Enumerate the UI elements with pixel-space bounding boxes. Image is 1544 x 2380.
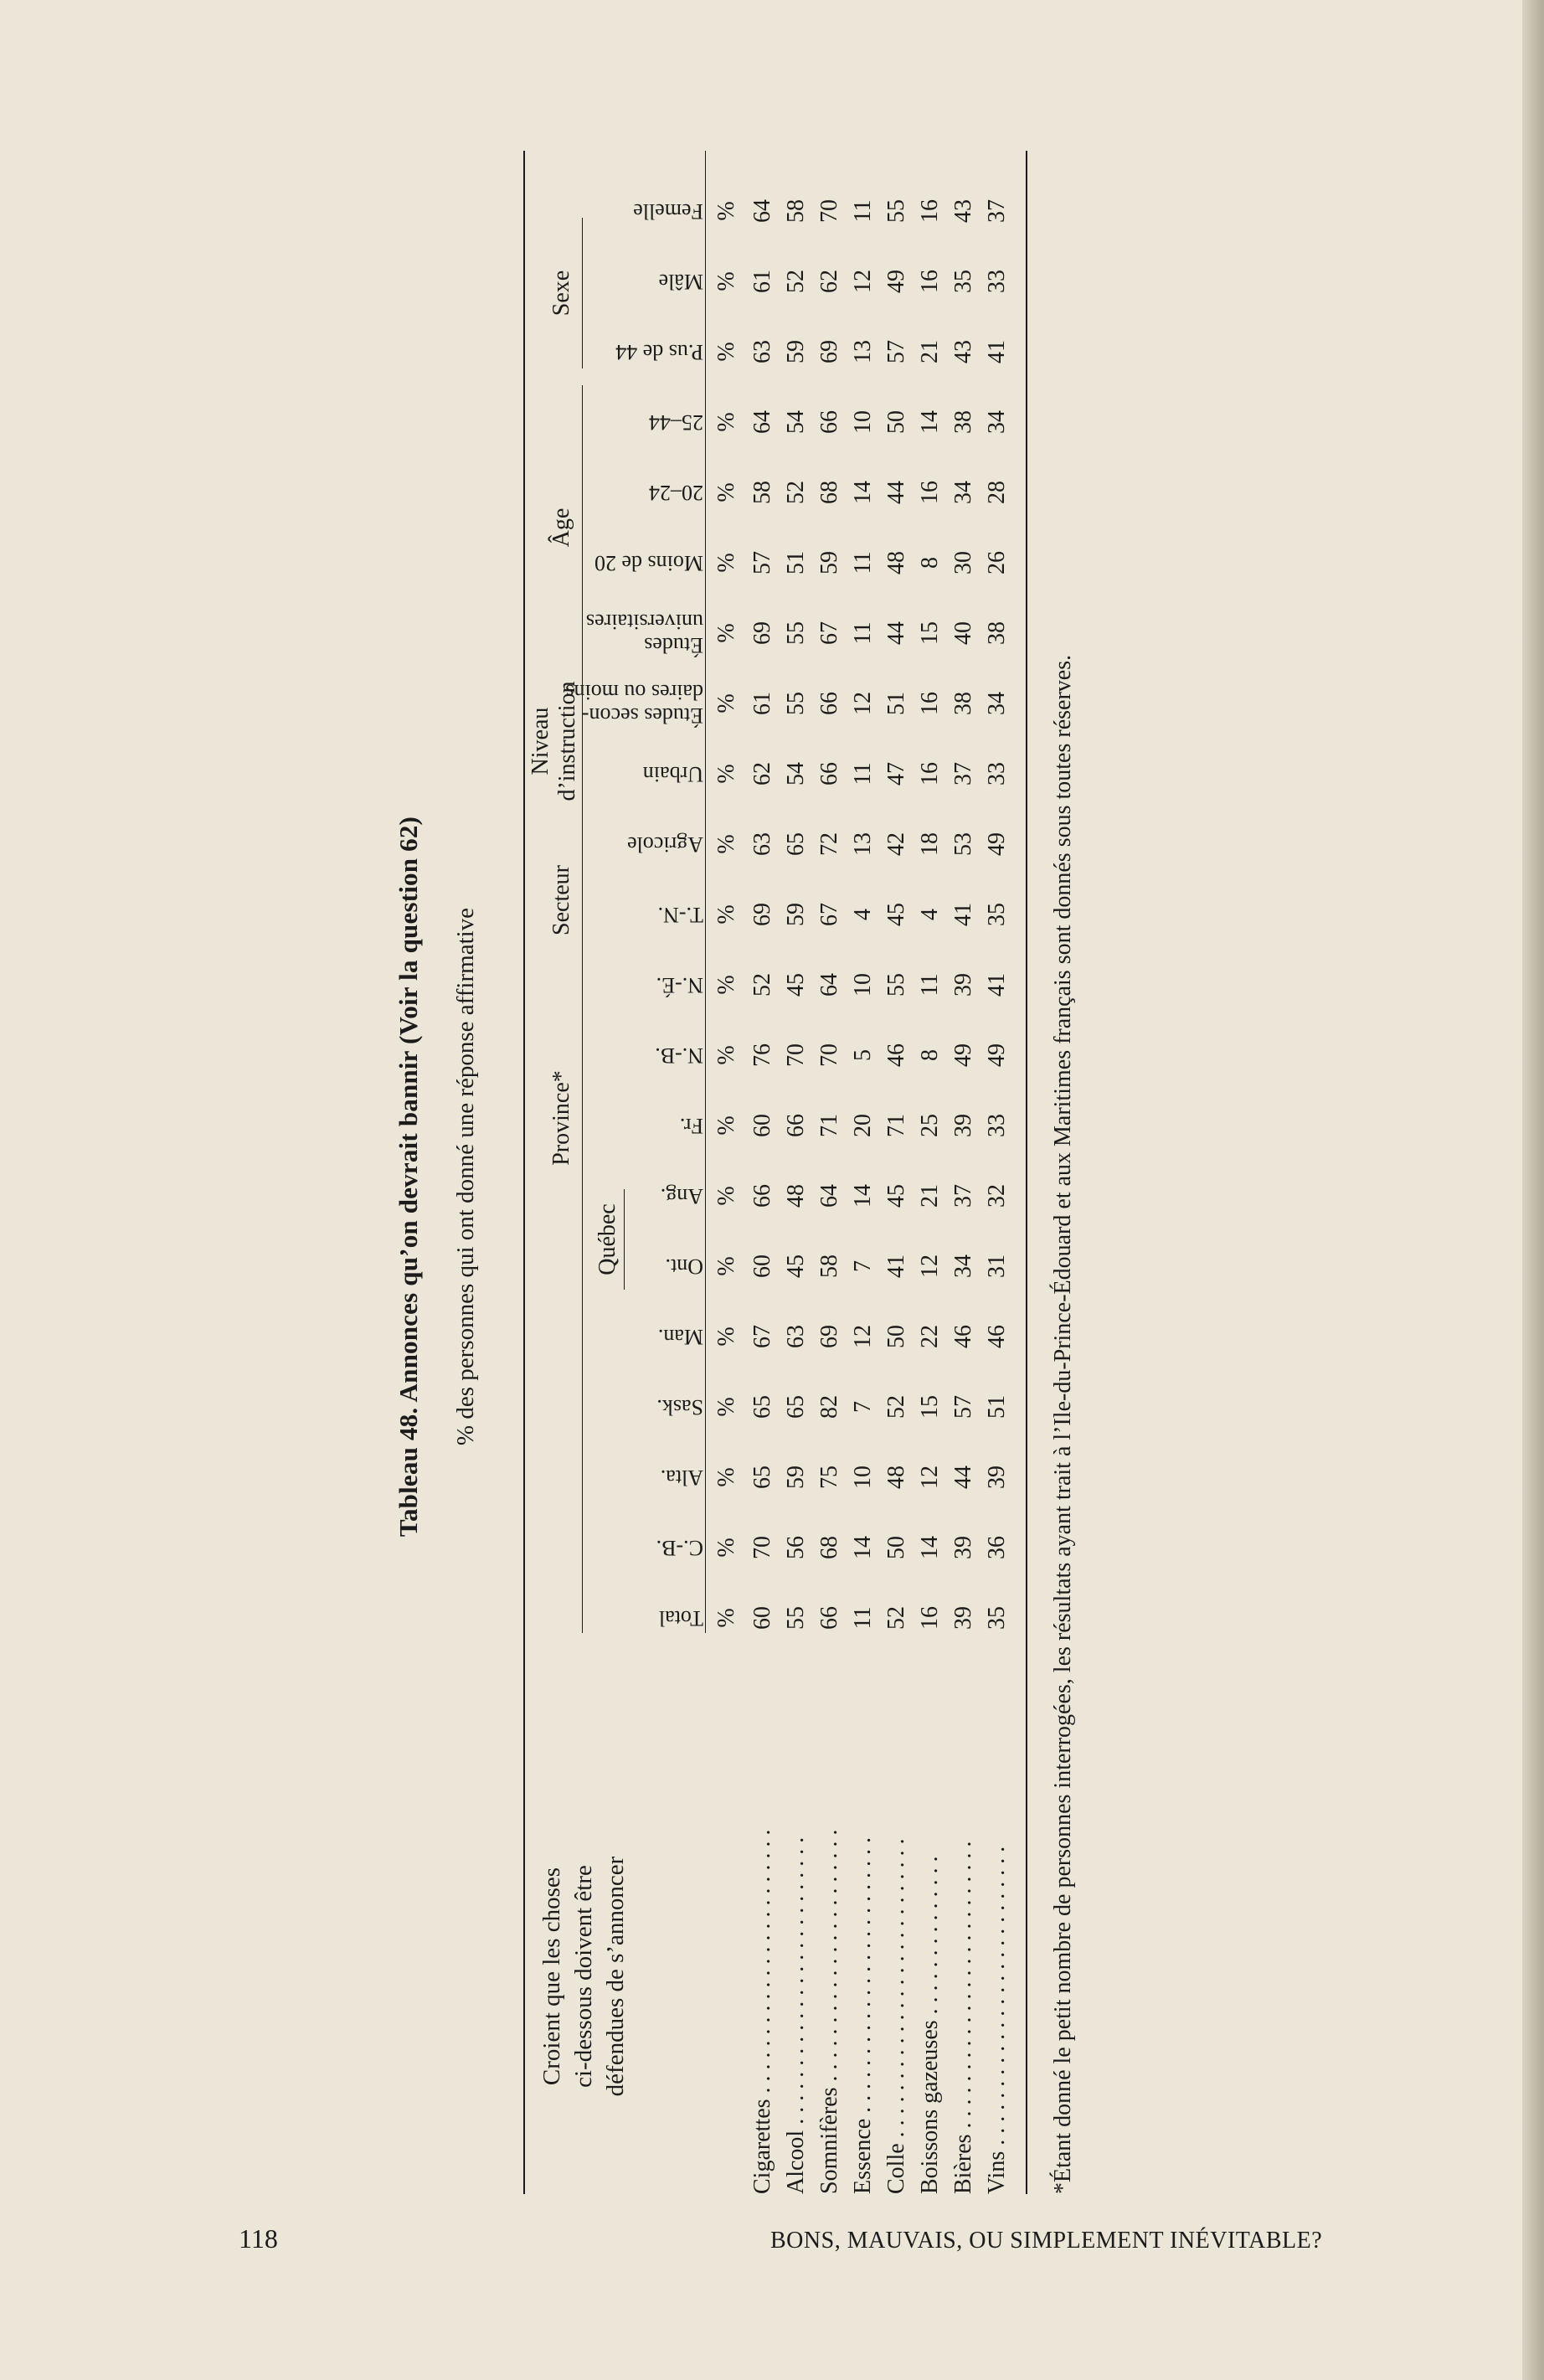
table-cell: 64 — [749, 199, 775, 223]
table-cell: 49 — [883, 270, 909, 293]
table-cell: 43 — [950, 340, 976, 363]
table-title: Tableau 48. Annonces qu’on devrait bannir (Voir la question 62) — [394, 816, 423, 1538]
table-cell: 12 — [850, 692, 876, 715]
percent-sign: % — [713, 975, 739, 995]
page-number: 118 — [239, 2223, 278, 2254]
group-header-niveau-line-2: d’instruction — [554, 681, 580, 801]
table-cell: 16 — [917, 270, 943, 293]
column-header — [544, 1383, 703, 1430]
table-cell: 10 — [850, 410, 876, 434]
table-cell: 41 — [984, 340, 1010, 363]
table-cell: 65 — [749, 1466, 775, 1489]
column-header-label: Moins de 20 — [594, 551, 703, 575]
column-header — [544, 1032, 703, 1079]
table-cell: 36 — [984, 1536, 1010, 1559]
percent-sign: % — [713, 412, 739, 432]
row-label: Alcool . . . . . . . . . . . . . . . . . . . . . . . . . — [783, 1837, 809, 2194]
column-header-label: Agricole — [627, 832, 703, 857]
table-cell: 55 — [783, 621, 809, 645]
table-cell: 49 — [950, 1043, 976, 1067]
row-label: Somnifères . . . . . . . . . . . . . . . . . . . . . . — [816, 1829, 842, 2194]
group-header-sexe: Sexe — [548, 270, 574, 317]
table-cell: 61 — [749, 270, 775, 293]
table-cell: 65 — [783, 1395, 809, 1419]
table-cell: 41 — [950, 903, 976, 926]
table-cell: 15 — [917, 621, 943, 645]
column-header-label: T.-N. — [657, 903, 703, 927]
table-cell: 52 — [883, 1606, 909, 1630]
table-cell: 39 — [984, 1466, 1010, 1489]
table-cell: 33 — [984, 1114, 1010, 1137]
column-header — [544, 469, 703, 516]
table-cell: 54 — [783, 762, 809, 786]
table-cell: 60 — [749, 1114, 775, 1137]
percent-sign: % — [713, 1115, 739, 1136]
table-cell: 20 — [850, 1114, 876, 1137]
table-cell: 68 — [816, 1536, 842, 1559]
table-cell: 50 — [883, 1325, 909, 1348]
table-cell: 50 — [883, 1536, 909, 1559]
group-header-niveau-line-1: Niveau — [528, 707, 553, 775]
table-cell: 65 — [749, 1395, 775, 1419]
column-header — [544, 680, 703, 727]
table-cell: 52 — [883, 1395, 909, 1419]
percent-sign: % — [713, 1186, 739, 1206]
table-cell: 14 — [850, 1184, 876, 1208]
column-header-label: Total — [658, 1606, 703, 1630]
percent-sign: % — [713, 1467, 739, 1487]
percent-sign: % — [713, 271, 739, 291]
table-cell: 12 — [917, 1466, 943, 1489]
column-header — [544, 539, 703, 586]
table-cell: 16 — [917, 692, 943, 715]
table-cell: 66 — [816, 410, 842, 434]
column-header — [544, 1243, 703, 1290]
table-cell: 16 — [917, 762, 943, 786]
table-cell: 65 — [783, 832, 809, 856]
table-cell: 60 — [749, 1254, 775, 1278]
percent-sign: % — [713, 904, 739, 925]
table-cell: 52 — [783, 270, 809, 293]
table-cell: 34 — [984, 692, 1010, 715]
column-header — [544, 328, 703, 375]
table-cell: 16 — [917, 199, 943, 223]
table-cell: 18 — [917, 832, 943, 856]
table-cell: 55 — [783, 1606, 809, 1630]
table-cell: 45 — [883, 1184, 909, 1208]
table-cell: 16 — [917, 1606, 943, 1630]
table-top-rule — [523, 151, 525, 2194]
table-cell: 35 — [984, 903, 1010, 926]
percent-sign: % — [713, 693, 739, 713]
table-cell: 69 — [749, 621, 775, 645]
column-header — [544, 1594, 703, 1641]
table-cell: 55 — [883, 973, 909, 997]
column-header — [544, 961, 703, 1008]
column-header-label: Fr. — [679, 1114, 703, 1138]
table-cell: 28 — [984, 481, 1010, 504]
percent-sign: % — [713, 553, 739, 573]
column-header — [544, 1172, 703, 1219]
table-cell: 35 — [984, 1606, 1010, 1630]
table-cell: 58 — [816, 1254, 842, 1278]
table-cell: 62 — [749, 762, 775, 786]
table-cell: 58 — [783, 199, 809, 223]
table-cell: 11 — [850, 551, 876, 574]
column-header-label: Études universitaires — [585, 610, 703, 657]
table-cell: 57 — [749, 551, 775, 574]
table-cell: 70 — [816, 199, 842, 223]
percent-sign: % — [713, 623, 739, 643]
table-cell: 13 — [850, 832, 876, 856]
table-cell: 37 — [950, 1184, 976, 1208]
table-cell: 4 — [850, 909, 876, 920]
table-cell: 62 — [816, 270, 842, 293]
column-header-label: N.-B. — [655, 1043, 703, 1068]
percent-sign: % — [713, 1256, 739, 1276]
table-cell: 54 — [783, 410, 809, 434]
table-cell: 16 — [917, 481, 943, 504]
table-cell: 40 — [950, 621, 976, 645]
table-cell: 64 — [816, 1184, 842, 1208]
table-cell: 38 — [950, 692, 976, 715]
table-cell: 39 — [950, 1114, 976, 1137]
group-header-age: Âge — [548, 507, 574, 548]
table-cell: 71 — [883, 1114, 909, 1137]
row-label: Boissons gazeuses . . . . . . . . . . . . . . — [917, 1856, 943, 2194]
table-cell: 51 — [783, 551, 809, 574]
table-cell: 12 — [850, 1325, 876, 1348]
percent-sign: % — [713, 201, 739, 221]
table-cell: 34 — [950, 1254, 976, 1278]
table-cell: 46 — [883, 1043, 909, 1067]
table-cell: 37 — [984, 199, 1010, 223]
table-cell: 11 — [850, 1606, 876, 1630]
column-header-label: Sask. — [656, 1395, 703, 1419]
column-header-label: P.us de 44 — [615, 340, 703, 364]
table-cell: 7 — [850, 1260, 876, 1272]
table-cell: 46 — [984, 1325, 1010, 1348]
column-header — [544, 1313, 703, 1360]
column-header — [544, 188, 703, 234]
table-cell: 66 — [816, 762, 842, 786]
table-cell: 82 — [816, 1395, 842, 1419]
table-cell: 32 — [984, 1184, 1010, 1208]
table-cell: 69 — [816, 1325, 842, 1348]
table-cell: 35 — [950, 270, 976, 293]
table-cell: 45 — [783, 973, 809, 997]
table-cell: 59 — [783, 340, 809, 363]
table-cell: 38 — [950, 410, 976, 434]
table-cell: 4 — [917, 909, 943, 920]
table-cell: 49 — [984, 832, 1010, 856]
group-header-province: Province* — [548, 1070, 574, 1166]
table-cell: 26 — [984, 551, 1010, 574]
column-header-label: Études secon- daires ou moins — [565, 680, 703, 728]
table-cell: 21 — [917, 340, 943, 363]
table-cell: 45 — [783, 1254, 809, 1278]
percent-sign: % — [713, 1608, 739, 1628]
row-label: Cigarettes . . . . . . . . . . . . . . . . . . . . . . . — [749, 1829, 775, 2194]
table-cell: 48 — [783, 1184, 809, 1208]
table-bottom-rule — [1026, 151, 1027, 2194]
column-header-label: 20–24 — [649, 481, 703, 505]
table-cell: 14 — [917, 410, 943, 434]
table-cell: 7 — [850, 1401, 876, 1413]
table-cell: 51 — [883, 692, 909, 715]
table-cell: 76 — [749, 1043, 775, 1067]
table-cell: 21 — [917, 1184, 943, 1208]
table-cell: 66 — [783, 1114, 809, 1137]
column-header — [544, 610, 703, 657]
rotated-table-page — [75, 134, 1398, 2219]
column-header-label: Alta. — [660, 1466, 703, 1490]
table-cell: 56 — [783, 1536, 809, 1559]
column-header-label: 25–44 — [649, 410, 703, 435]
row-label: Bières . . . . . . . . . . . . . . . . . . . . . . . . . — [950, 1841, 976, 2194]
table-cell: 41 — [984, 973, 1010, 997]
table-cell: 52 — [749, 973, 775, 997]
percent-sign: % — [713, 1538, 739, 1558]
table-cell: 67 — [816, 903, 842, 926]
table-cell: 66 — [816, 1606, 842, 1630]
table-cell: 68 — [816, 481, 842, 504]
page-edge — [1522, 0, 1544, 2380]
column-header — [544, 399, 703, 446]
column-header — [544, 1102, 703, 1149]
table-cell: 12 — [850, 270, 876, 293]
table-cell: 47 — [883, 762, 909, 786]
table-cell: 67 — [816, 621, 842, 645]
table-cell: 22 — [917, 1325, 943, 1348]
table-cell: 55 — [883, 199, 909, 223]
column-header-label: Urbain — [642, 762, 703, 786]
table-cell: 60 — [749, 1606, 775, 1630]
table-cell: 63 — [749, 832, 775, 856]
table-cell: 57 — [883, 340, 909, 363]
table-cell: 31 — [984, 1254, 1010, 1278]
table-cell: 10 — [850, 1466, 876, 1489]
table-cell: 42 — [883, 832, 909, 856]
column-header-label: Man. — [657, 1325, 703, 1349]
table-cell: 48 — [883, 551, 909, 574]
column-header-label: Ont. — [665, 1254, 703, 1279]
table-cell: 52 — [783, 481, 809, 504]
row-header — [536, 1759, 631, 2194]
table-cell: 57 — [950, 1395, 976, 1419]
table-cell: 44 — [950, 1466, 976, 1489]
table-cell: 63 — [749, 340, 775, 363]
table-cell: 45 — [883, 903, 909, 926]
table-cell: 44 — [883, 481, 909, 504]
table-cell: 11 — [850, 199, 876, 223]
table-cell: 67 — [749, 1325, 775, 1348]
table-cell: 14 — [917, 1536, 943, 1559]
table-cell: 14 — [850, 1536, 876, 1559]
table-cell: 64 — [816, 973, 842, 997]
percent-sign: % — [713, 1327, 739, 1347]
table-subtitle: % des personnes qui ont donné une réponse affirmative — [452, 907, 479, 1446]
table-cell: 61 — [749, 692, 775, 715]
header-bottom-rule — [705, 151, 706, 1633]
percent-sign: % — [713, 764, 739, 784]
table-cell: 75 — [816, 1466, 842, 1489]
table-cell: 71 — [816, 1114, 842, 1137]
table-cell: 11 — [917, 973, 943, 997]
table-cell: 59 — [783, 1466, 809, 1489]
table-cell: 66 — [749, 1184, 775, 1208]
table-cell: 34 — [950, 481, 976, 504]
table-cell: 51 — [984, 1395, 1010, 1419]
percent-sign: % — [713, 1045, 739, 1065]
table-cell: 33 — [984, 270, 1010, 293]
table-cell: 59 — [783, 903, 809, 926]
table-cell: 64 — [749, 410, 775, 434]
table-cell: 39 — [950, 1536, 976, 1559]
table-cell: 43 — [950, 199, 976, 223]
table-cell: 37 — [950, 762, 976, 786]
table-cell: 63 — [783, 1325, 809, 1348]
table-cell: 13 — [850, 340, 876, 363]
column-header — [544, 1454, 703, 1501]
table-cell: 39 — [950, 973, 976, 997]
column-header — [544, 821, 703, 868]
percent-sign: % — [713, 834, 739, 854]
table-cell: 30 — [950, 551, 976, 574]
column-header — [544, 1524, 703, 1571]
table-cell: 5 — [850, 1049, 876, 1061]
table-cell: 58 — [749, 481, 775, 504]
group-header-quebec: Québec — [594, 1203, 620, 1275]
column-header-label: C.-B. — [656, 1536, 703, 1560]
column-header — [544, 891, 703, 938]
column-header-label: Femelle — [633, 199, 703, 224]
table-cell: 49 — [984, 1043, 1010, 1067]
percent-sign: % — [713, 1397, 739, 1417]
column-header-label: Mâle — [658, 270, 703, 294]
table-cell: 8 — [917, 557, 943, 569]
table-cell: 70 — [783, 1043, 809, 1067]
table-footnote: *Étant donné le petit nombre de personnes interrogées, les résultats ayant trait à l’Ile-du-Prince-Édouard et aux Maritimes français sont donnés sous toutes réserves. — [1050, 654, 1076, 2194]
table-cell: 38 — [984, 621, 1010, 645]
table-cell: 72 — [816, 832, 842, 856]
table-cell: 14 — [850, 481, 876, 504]
table-cell: 69 — [749, 903, 775, 926]
table-cell: 44 — [883, 621, 909, 645]
column-header-label: N.-É. — [656, 973, 703, 997]
table-cell: 8 — [917, 1049, 943, 1061]
table-cell: 50 — [883, 410, 909, 434]
table-cell: 41 — [883, 1254, 909, 1278]
column-header — [544, 258, 703, 305]
table-cell: 55 — [783, 692, 809, 715]
table-cell: 53 — [950, 832, 976, 856]
column-header — [544, 750, 703, 797]
table-cell: 33 — [984, 762, 1010, 786]
table-cell: 48 — [883, 1466, 909, 1489]
group-header-secteur: Secteur — [548, 865, 574, 935]
table-cell: 25 — [917, 1114, 943, 1137]
row-label: Colle . . . . . . . . . . . . . . . . . . . . . . . . . . — [883, 1838, 909, 2194]
table-cell: 59 — [816, 551, 842, 574]
table-cell: 70 — [816, 1043, 842, 1067]
percent-sign: % — [713, 342, 739, 362]
row-header-line-3: défendues de s’annoncer — [602, 1856, 629, 2097]
table-cell: 39 — [950, 1606, 976, 1630]
column-header-label: Ang. — [660, 1184, 703, 1208]
table-cell: 12 — [917, 1254, 943, 1278]
row-label: Vins . . . . . . . . . . . . . . . . . . . . . . . . . . — [984, 1846, 1010, 2194]
table-cell: 11 — [850, 762, 876, 786]
table-cell: 10 — [850, 973, 876, 997]
running-head: BONS, MAUVAIS, OU SIMPLEMENT INÉVITABLE? — [770, 2228, 1323, 2254]
row-header-line-2: ci-dessous doivent être — [570, 1865, 597, 2088]
table-cell: 46 — [950, 1325, 976, 1348]
percent-sign: % — [713, 482, 739, 502]
table-cell: 66 — [816, 692, 842, 715]
table-cell: 15 — [917, 1395, 943, 1419]
table-cell: 69 — [816, 340, 842, 363]
table-cell: 34 — [984, 410, 1010, 434]
table-cell: 70 — [749, 1536, 775, 1559]
table-cell: 11 — [850, 621, 876, 645]
row-header-line-1: Croient que les choses — [538, 1867, 565, 2086]
row-label: Essence . . . . . . . . . . . . . . . . . . . . . . . . — [850, 1837, 876, 2194]
